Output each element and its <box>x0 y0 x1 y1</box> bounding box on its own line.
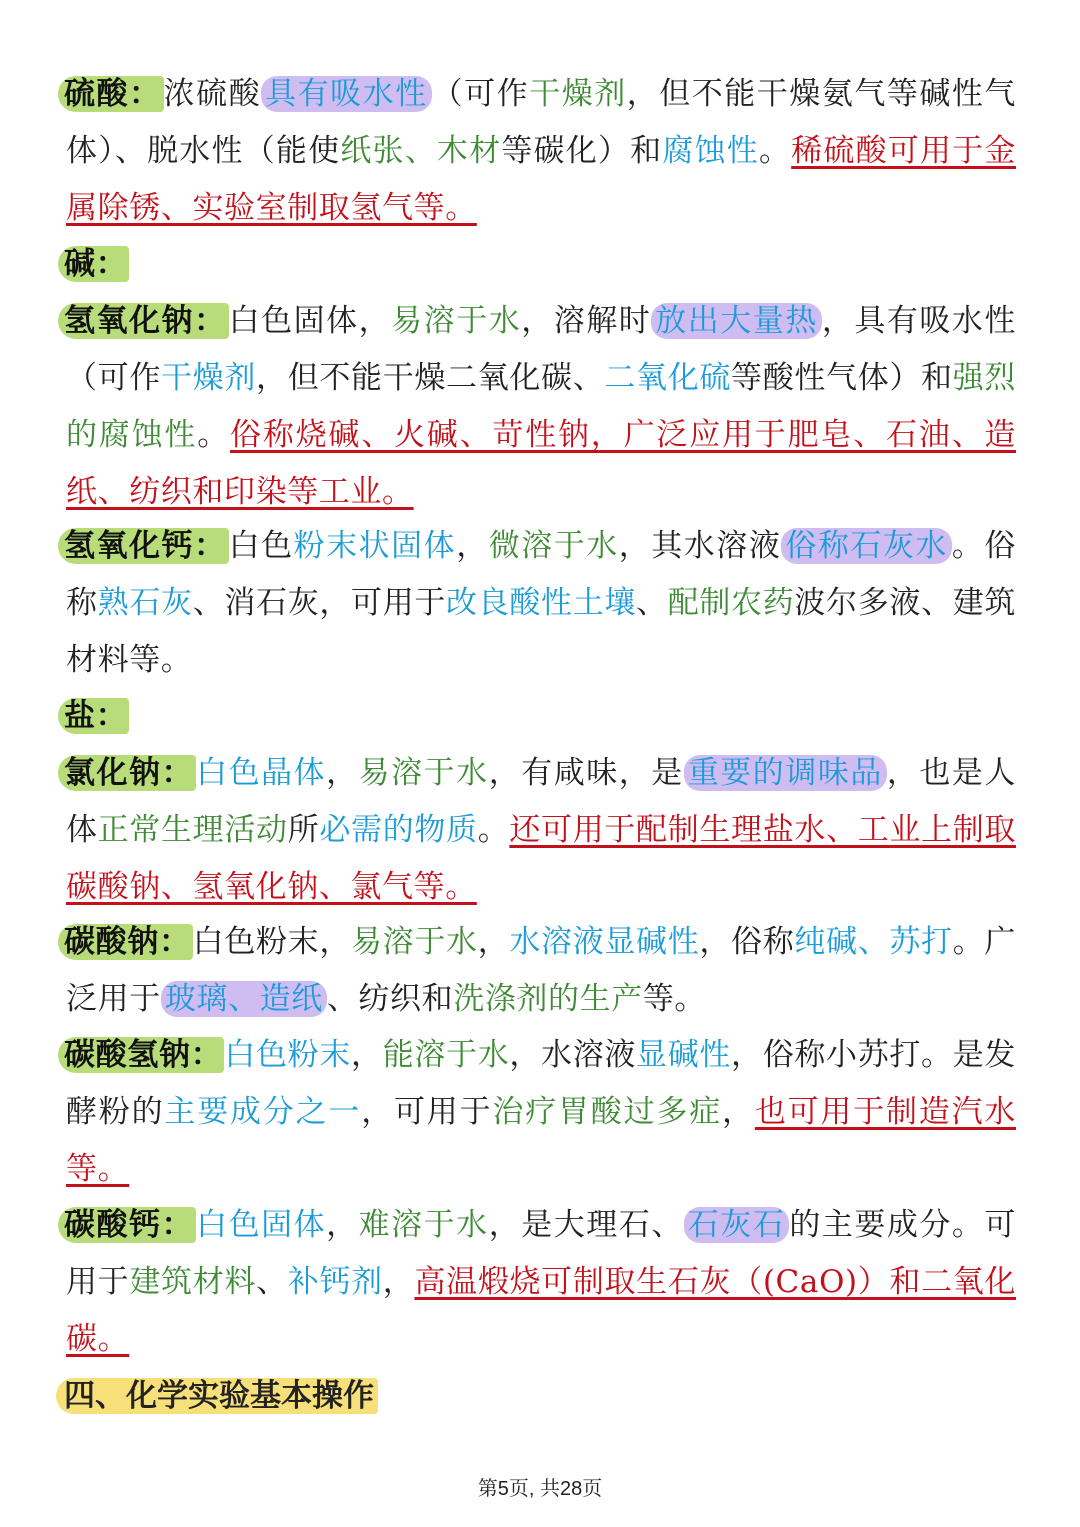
text: 、 <box>636 585 668 621</box>
section-title: 四、化学实验基本操作 <box>56 1378 378 1414</box>
green-phrase: 正常生理活动 <box>97 812 288 848</box>
paragraph-calcium-carbonate <box>66 1197 1016 1368</box>
text: 。 <box>197 417 231 453</box>
term-heading: 碳酸钠： <box>58 924 193 960</box>
highlight-phrase: 放出大量热 <box>651 303 822 339</box>
term-heading: 碳酸钙： <box>58 1207 196 1243</box>
highlight-phrase: 俗称石灰水 <box>781 528 952 564</box>
term-heading: 硫酸： <box>58 76 164 112</box>
blue-phrase: 腐蚀性 <box>662 133 759 169</box>
category-heading: 盐： <box>58 698 129 734</box>
paragraph-sulfuric-acid <box>66 66 1016 237</box>
green-phrase: 洗涤剂的生产 <box>453 981 643 1017</box>
term-heading: 碳酸氢钠： <box>58 1037 224 1073</box>
paragraph-sodium-hydroxide <box>66 293 1016 521</box>
green-phrase: 治疗胃酸过多症 <box>492 1094 722 1130</box>
text: 白色粉末， <box>192 924 352 960</box>
text: 白色固体， <box>228 303 392 339</box>
blue-phrase: 白色固体 <box>196 1207 327 1243</box>
blue-phrase: 熟石灰 <box>97 585 193 621</box>
green-phrase: 能溶于水 <box>382 1037 510 1073</box>
text: 、消石灰，可用于 <box>192 585 447 621</box>
text: 白色 <box>228 528 294 564</box>
term-heading: 氯化钠： <box>58 755 196 791</box>
text: ， <box>326 755 359 791</box>
term-heading: 氢氧化钙： <box>58 528 229 564</box>
underlined-red-phrase: 稀硫酸可用于金属除锈、实验室制取氢气等。 <box>66 133 1016 226</box>
category-heading-base <box>66 236 1016 293</box>
underlined-red-phrase: 高温煅烧可制取生石灰（(CaO)）和二氧化碳。 <box>66 1264 1017 1357</box>
text: ，具有吸水性（可作 <box>66 303 1017 396</box>
blue-phrase: 白色晶体 <box>196 755 327 791</box>
blue-phrase: 干燥剂 <box>161 360 257 396</box>
page-number: 第5页, 共28页 <box>477 1478 603 1500</box>
highlight-phrase: 玻璃、造纸 <box>161 981 327 1017</box>
text: ，但不能干燥二氧化碳、 <box>256 360 605 396</box>
blue-phrase: 白色粉末 <box>224 1037 352 1073</box>
text: ， <box>456 528 489 564</box>
text: 等碳化）和 <box>501 133 663 169</box>
green-phrase: 建筑材料 <box>129 1264 257 1300</box>
text: ， <box>722 1094 755 1130</box>
highlight-phrase: 石灰石 <box>684 1207 790 1243</box>
blue-phrase: 补钙剂 <box>287 1264 383 1300</box>
blue-phrase: 二氧化硫 <box>604 360 732 396</box>
text: 波尔多液、建筑材料等。 <box>66 585 1016 678</box>
text: ，可用于 <box>361 1094 493 1130</box>
text: ，水溶液 <box>509 1037 637 1073</box>
category-heading-salt <box>66 688 1016 745</box>
text: 等酸性气体）和 <box>731 360 953 396</box>
text: ， <box>382 1264 415 1300</box>
text: 。 <box>477 812 510 848</box>
green-phrase: 易溶于水 <box>351 924 478 960</box>
paragraph-sodium-carbonate <box>66 914 1016 1028</box>
category-heading: 碱： <box>58 246 129 282</box>
paragraph-sodium-bicarbonate <box>66 1027 1016 1198</box>
underlined-red-phrase: 还可用于配制生理盐水、工业上制取碳酸钠、氢氧化钠、氯气等。 <box>66 812 1016 905</box>
green-phrase: 微溶于水 <box>488 528 619 564</box>
text: ，有咸味，是 <box>488 755 684 791</box>
green-phrase: 纸张、木材 <box>340 133 502 169</box>
green-phrase: 强烈的腐蚀性 <box>66 360 1016 453</box>
blue-phrase: 纯碱、苏打 <box>794 924 953 960</box>
text: ，溶解时 <box>521 303 652 339</box>
blue-phrase: 粉末状固体 <box>293 528 457 564</box>
green-phrase: 配制农药 <box>667 585 795 621</box>
text: ，其水溶液 <box>618 528 782 564</box>
text: ， <box>477 924 510 960</box>
blue-phrase: 必需的物质 <box>319 812 478 848</box>
text: 。 <box>758 133 792 169</box>
text: 、 <box>256 1264 288 1300</box>
highlight-phrase: 重要的调味品 <box>684 755 887 791</box>
green-phrase: 易溶于水 <box>391 303 522 339</box>
text: ，也是人体 <box>66 755 1016 848</box>
text: （可作 <box>431 76 530 112</box>
green-phrase: 易溶于水 <box>358 755 489 791</box>
term-heading: 氢氧化钠： <box>58 303 229 339</box>
text: 、纺织和 <box>326 981 454 1017</box>
green-phrase: 难溶于水 <box>358 1207 489 1243</box>
blue-phrase: 主要成分之一 <box>164 1094 362 1130</box>
text: ，但不能干燥氨气等碱性气体）、脱水性（能使 <box>66 76 1016 169</box>
text: 的主要成分。可用于 <box>66 1207 1017 1300</box>
blue-phrase: 水溶液显碱性 <box>509 924 700 960</box>
text: ，俗称小苏打。是发酵粉的 <box>66 1037 1016 1130</box>
text: ， <box>351 1037 383 1073</box>
text: ，俗称 <box>699 924 795 960</box>
text: ， <box>326 1207 359 1243</box>
underlined-red-phrase: 俗称烧碱、火碱、苛性钠，广泛应用于肥皂、石油、造纸、纺织和印染等工业。 <box>66 417 1016 510</box>
text: 所 <box>287 812 320 848</box>
paragraph-calcium-hydroxide <box>66 518 1016 689</box>
underlined-red-phrase: 也可用于制造汽水等。 <box>66 1094 1016 1187</box>
blue-phrase: 显碱性 <box>636 1037 732 1073</box>
blue-phrase: 改良酸性土壤 <box>446 585 637 621</box>
text: 。广泛用于 <box>66 924 1017 1017</box>
text: 等。 <box>642 981 707 1017</box>
text: 。俗称 <box>66 528 1017 621</box>
section-heading <box>66 1368 378 1425</box>
text: ，是大理石、 <box>488 1207 684 1243</box>
text: 浓硫酸 <box>163 76 262 112</box>
highlight-phrase: 具有吸水性 <box>261 76 432 112</box>
green-phrase: 干燥剂 <box>529 76 627 112</box>
paragraph-sodium-chloride <box>66 745 1016 916</box>
